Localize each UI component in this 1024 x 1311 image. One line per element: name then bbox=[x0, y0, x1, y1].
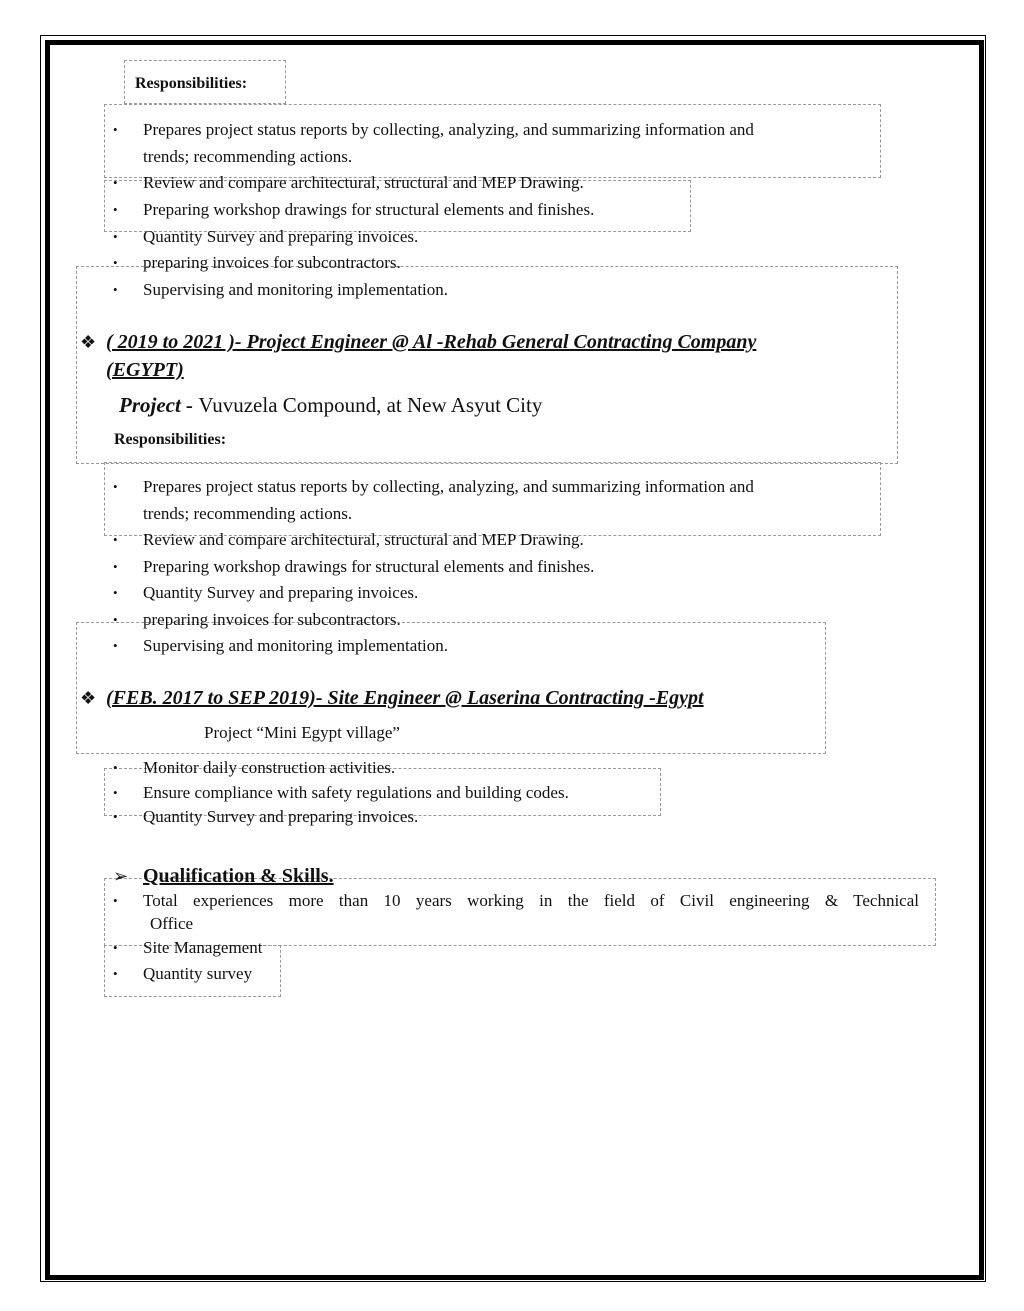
list-item: Monitor daily construction activities. bbox=[143, 758, 396, 777]
list-item-cont: Office bbox=[150, 914, 194, 933]
project-line: Project “Mini Egypt village” bbox=[204, 723, 400, 742]
project-line bbox=[119, 393, 542, 417]
list-item: Total experiences more than 10 years working in the field of Civil engineering & Technical bbox=[143, 891, 919, 910]
bullet-icon: • bbox=[113, 122, 118, 137]
bullet-icon: • bbox=[113, 559, 118, 574]
bullet-icon: • bbox=[113, 282, 118, 297]
bullet-icon: • bbox=[113, 966, 118, 981]
bullet-icon: • bbox=[113, 893, 118, 908]
bullet-icon: • bbox=[113, 612, 118, 627]
arrow-bullet-icon: ➢ bbox=[113, 866, 129, 886]
list-item: Review and compare architectural, structural and MEP Drawing. bbox=[143, 173, 584, 192]
diamond-bullet-icon: ❖ bbox=[80, 688, 97, 708]
list-item: Prepares project status reports by collecting, analyzing, and summarizing information and bbox=[143, 477, 754, 496]
responsibilities-label: Responsibilities: bbox=[135, 75, 248, 92]
bullet-icon: • bbox=[113, 785, 118, 800]
list-item: Site Management bbox=[143, 938, 263, 957]
list-item: Supervising and monitoring implementation. bbox=[143, 636, 449, 655]
bullet-icon: • bbox=[113, 255, 118, 270]
bullet-icon: • bbox=[113, 479, 118, 494]
list-item: Quantity Survey and preparing invoices. bbox=[143, 807, 419, 826]
job-heading-cont: (EGYPT) bbox=[106, 359, 184, 381]
bullet-icon: • bbox=[113, 760, 118, 775]
diamond-bullet-icon: ❖ bbox=[80, 332, 97, 352]
list-item: preparing invoices for subcontractors. bbox=[143, 253, 401, 272]
list-item: Review and compare architectural, structural and MEP Drawing. bbox=[143, 530, 584, 549]
bullet-icon: • bbox=[113, 175, 118, 190]
list-item: Preparing workshop drawings for structural elements and finishes. bbox=[143, 557, 595, 576]
list-item: Quantity survey bbox=[143, 964, 253, 983]
job-heading: ( 2019 to 2021 )- Project Engineer @ Al -Rehab General Contracting Company bbox=[106, 331, 757, 353]
list-item: Preparing workshop drawings for structural elements and finishes. bbox=[143, 200, 595, 219]
bullet-icon: • bbox=[113, 809, 118, 824]
bullet-icon: • bbox=[113, 585, 118, 600]
bullet-icon: • bbox=[113, 229, 118, 244]
responsibilities-label: Responsibilities: bbox=[114, 431, 227, 448]
project-name: Vuvuzela Compound, at New Asyut City bbox=[198, 393, 543, 417]
list-item: preparing invoices for subcontractors. bbox=[143, 610, 401, 629]
list-item: trends; recommending actions. bbox=[143, 147, 353, 166]
list-item: Quantity Survey and preparing invoices. bbox=[143, 227, 419, 246]
list-item: Ensure compliance with safety regulations and building codes. bbox=[143, 783, 569, 802]
list-item: Supervising and monitoring implementation. bbox=[143, 280, 449, 299]
list-item: trends; recommending actions. bbox=[143, 504, 353, 523]
bullet-icon: • bbox=[113, 202, 118, 217]
section-heading: Qualification & Skills. bbox=[143, 865, 334, 887]
project-label: Project - bbox=[119, 393, 199, 417]
bullet-icon: • bbox=[113, 638, 118, 653]
list-item: Quantity Survey and preparing invoices. bbox=[143, 583, 419, 602]
list-item: Prepares project status reports by collecting, analyzing, and summarizing information and bbox=[143, 120, 754, 139]
bullet-icon: • bbox=[113, 532, 118, 547]
job-heading: (FEB. 2017 to SEP 2019)- Site Engineer @ Laserina Contracting -Egypt bbox=[106, 687, 704, 709]
bullet-icon: • bbox=[113, 940, 118, 955]
page-border-inner bbox=[45, 40, 984, 1280]
